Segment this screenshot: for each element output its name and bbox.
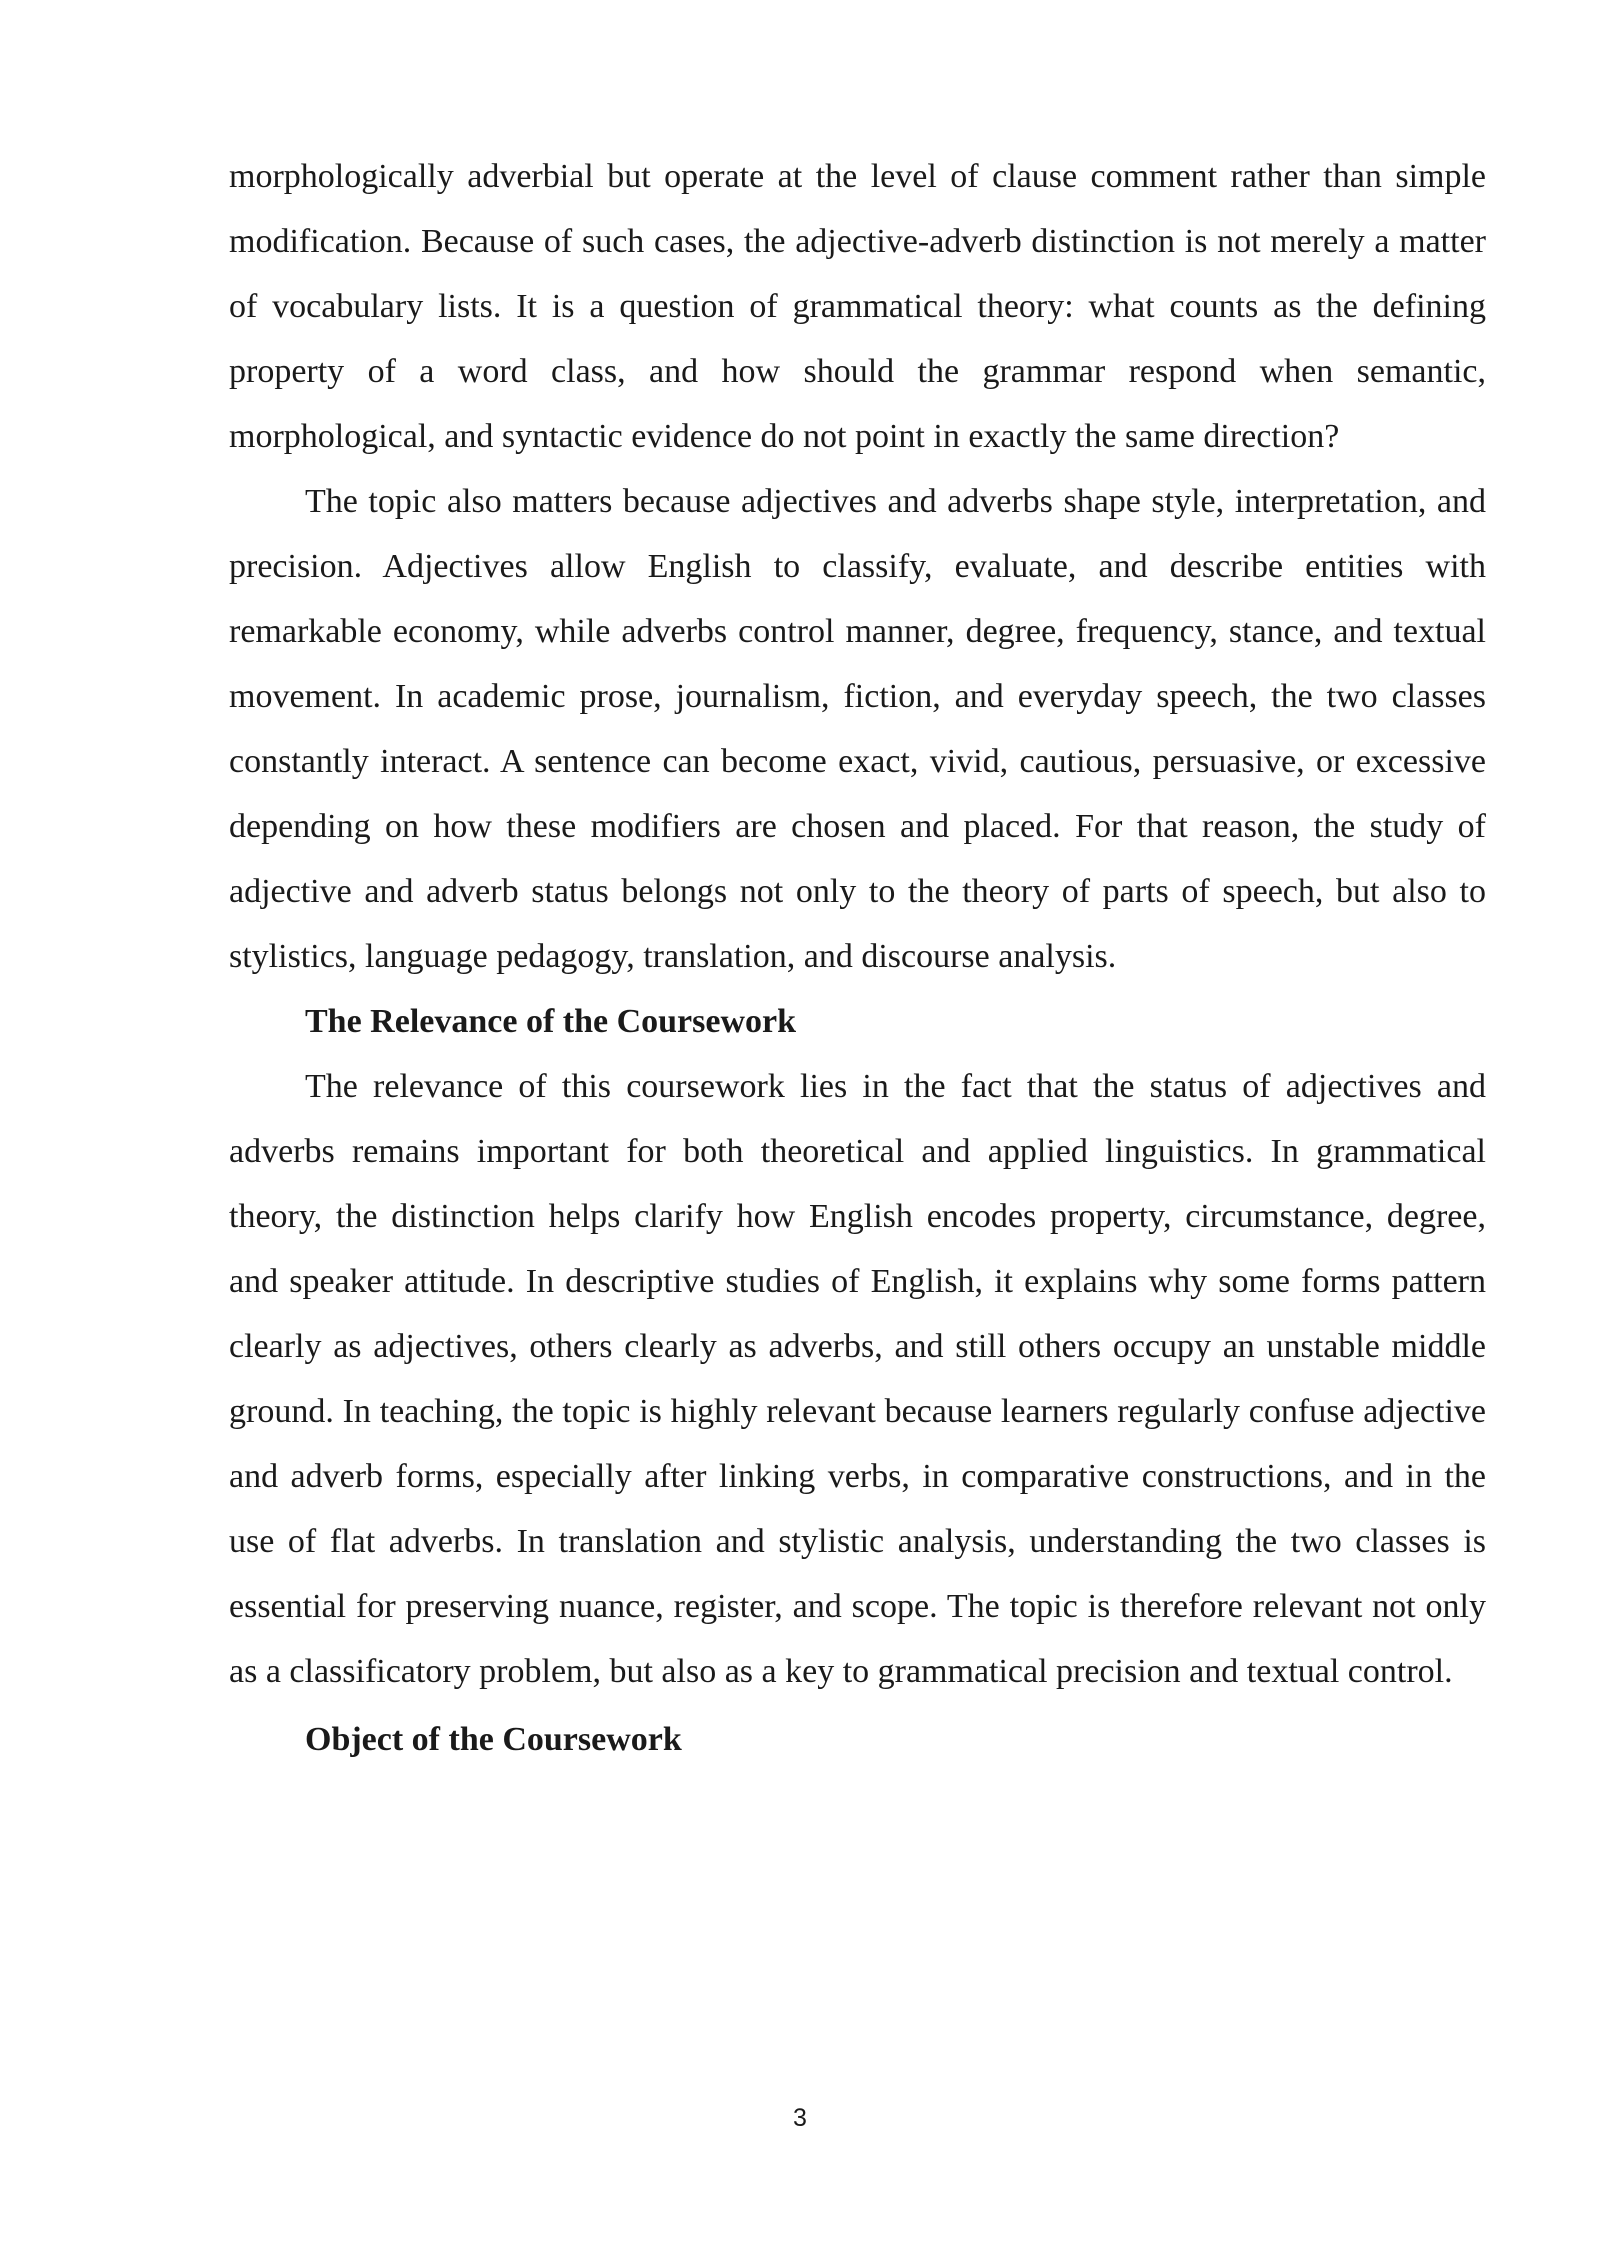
page-number: 3 [793, 2104, 807, 2132]
section-heading-relevance: The Relevance of the Coursework [305, 1003, 797, 1040]
section-heading-object: Object of the Coursework [305, 1721, 682, 1758]
body-paragraph-continued: morphologically adverbial but operate at the level of clause comment rather than simple modification. Because of such cases, the adjective-adverb distinction is not merely a matter of vocabulary lists. It is a question of grammatical theory: what counts as the defining property of a word class, and how should the grammar respond when semantic, morphological, and syntactic evidence do not point in exactly the same direction? [229, 158, 1486, 455]
page-body [229, 144, 1486, 1772]
body-paragraph-topic: The topic also matters because adjectives and adverbs shape style, interpretation, and precision. Adjectives allow English to classify, evaluate, and describe entities with remarkable economy, while adverbs control manner, degree, frequency, stance, and textual movement. In academic prose, journalism, fiction, and everyday speech, the two classes constantly interact. A sentence can become exact, vivid, cautious, persuasive, or excessive depending on how these modifiers are chosen and placed. For that reason, the study of adjective and adverb status belongs not only to the theory of parts of speech, but also to stylistics, language pedagogy, translation, and discourse analysis. [229, 483, 1486, 975]
body-paragraph-relevance: The relevance of this coursework lies in the fact that the status of adjectives and adverbs remains important for both theoretical and applied linguistics. In grammatical theory, the distinction helps clarify how English encodes property, circumstance, degree, and speaker attitude. In descriptive studies of English, it explains why some forms pattern clearly as adjectives, others clearly as adverbs, and still others occupy an unstable middle ground. In teaching, the topic is highly relevant because learners regularly confuse adjective and adverb forms, especially after linking verbs, in comparative constructions, and in the use of flat adverbs. In translation and stylistic analysis, understanding the two classes is essential for preserving nuance, register, and scope. The topic is therefore relevant not only as a classificatory problem, but also as a key to grammatical precision and textual control. [229, 1068, 1486, 1690]
